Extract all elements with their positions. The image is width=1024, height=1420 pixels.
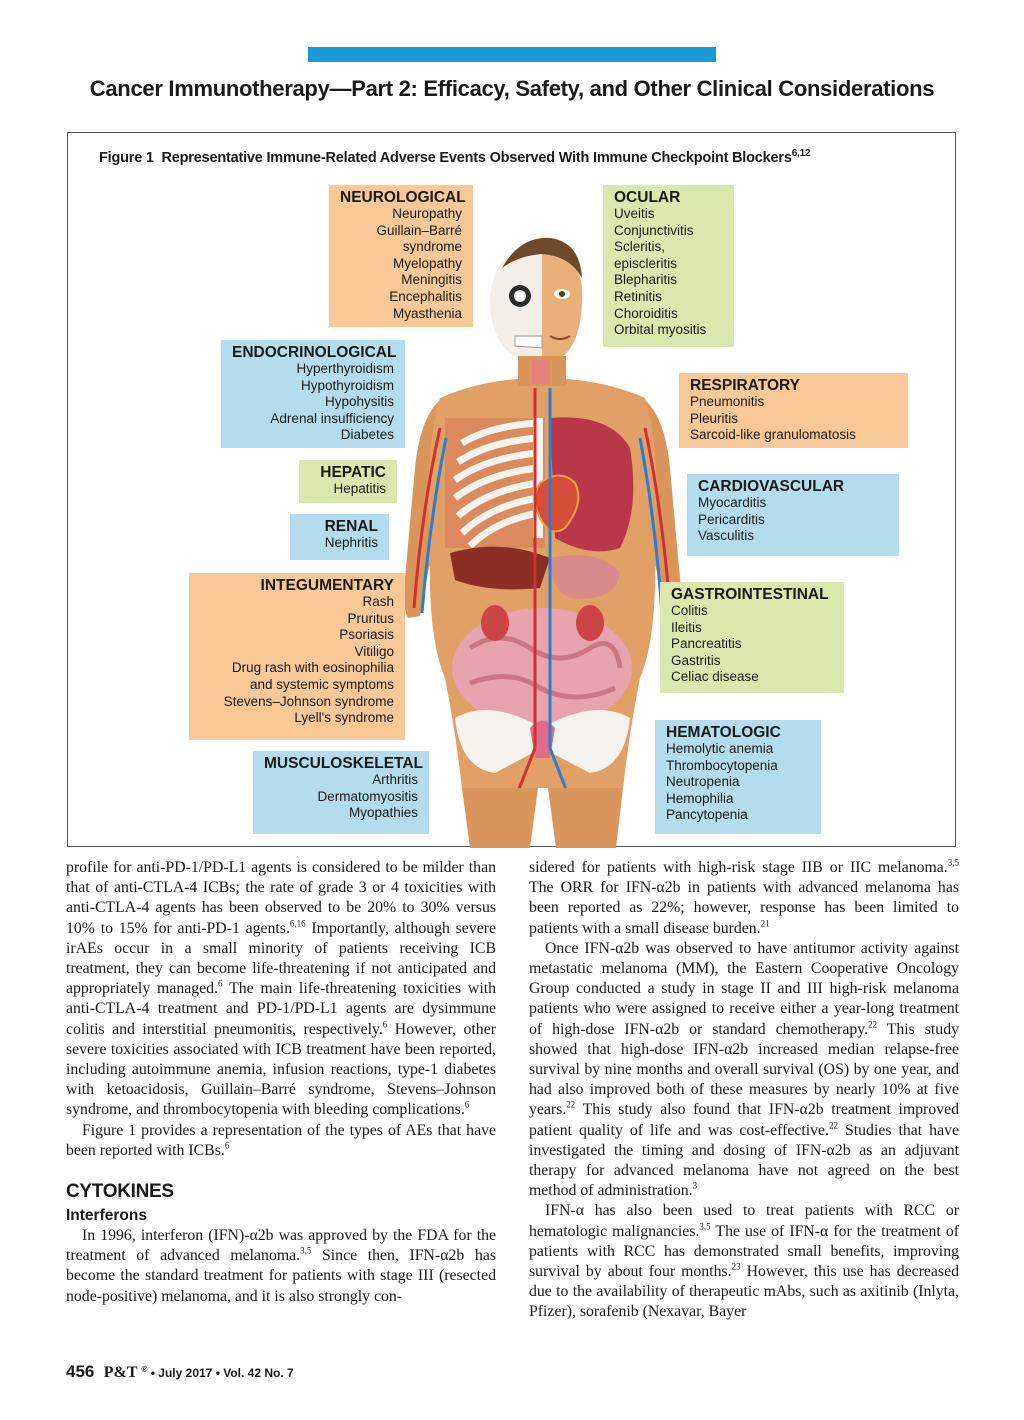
category-title: NEUROLOGICAL [340,189,466,206]
category-item: Psoriasis [339,627,394,643]
registered-mark: ® [141,1365,148,1374]
paragraph: profile for anti-PD-1/PD-L1 agents is considered to be milder than that of anti-CTLA-4 ICBs; the rate of grade 3 or 4 toxicities with anti-CTLA-4 agents has been observed to be 20% to 30% versus 10% to 15% for anti-PD-1 agents.$^{6,16}$ Importantly, although severe irAEs occur in a small minority of patients receiving ICB treatment, they can become life-threatening if not anticipated and appropriately managed.$^6$ The main life-threatening toxicities with anti-CTLA-4 treatment and PD-1/PD-L1 agents are dysimmune colitis and interstitial pneumonitis, respectively.$^6$ However, other severe toxicities associated with ICB treatment have been reported, including autoimmune anemia, infusion reactions, type-1 diabetes with ketoacidosis, Guillain–Barré syndrome, Stevens–Johnson syndrome, and thrombocytopenia with bleeding complications.$^6$ [66,859,496,1119]
text-column-right [529,858,959,1323]
figure-label: Figure 1 [99,149,154,166]
category-item: Colitis [671,603,708,618]
paragraph: Figure 1 provides a representation of the types of AEs that have been reported with ICBs.$^6$ [66,1121,496,1159]
category-item: Pleuritis [690,410,739,426]
journal-name: P&T [103,1364,138,1381]
footer-separator: • [215,1366,220,1380]
category-item: Stevens–Johnson syndrome [223,693,394,709]
paragraph: In 1996, interferon (IFN)-α2b was approved by the FDA for the treatment of advanced melanoma.$^{3,5}$ Since then, IFN-α2b has become the standard treatment for patients with stage III (resected node-positive) melanoma, and it is also strongly con- [66,1227,496,1305]
category-item: Lyell's syndrome [294,710,394,726]
category-item: Hypohysitis [324,394,394,410]
category-item: Pancytopenia [666,807,748,823]
category-integumentary [189,573,405,740]
category-item: Sarcoid-like granulomatosis [690,427,856,443]
category-title: ENDOCRINOLOGICAL [232,344,397,361]
category-renal [290,514,389,560]
category-title: RESPIRATORY [690,377,800,394]
category-item: Hyperthyroidism [296,361,394,376]
category-ocular [603,185,734,347]
category-item: Hypothyroidism [300,377,394,393]
category-endocrinological [221,340,405,448]
category-item: Nephritis [324,535,378,550]
page-footer [66,1362,294,1382]
category-item: Myocarditis [698,495,767,510]
category-item: Thrombocytopenia [666,757,778,773]
legs [462,788,623,848]
category-item: Dermatomyositis [317,788,418,804]
category-item: Encephalitis [389,288,462,304]
skull-teeth [515,336,542,348]
category-item: Orbital myositis [614,322,707,338]
category-hematologic [655,720,821,834]
category-musculoskeletal [253,751,429,834]
category-cardiovascular [687,474,899,556]
paragraph: IFN-α has also been used to treat patients with RCC or hematologic malignancies.$^{3,5}$ The use of IFN-α for the treatment of patients with RCC has demonstrated small benefits, improving survival by about four months.$^{23}$ However, this use has decreased due to the availability of therapeutic mAbs, such as axitinib (Inlyta, Pfizer), sorafenib (Nexavar, Bayer [529,1202,959,1321]
category-gastrointestinal [660,582,844,693]
issue-date: July 2017 [158,1366,213,1380]
category-item: Ileitis [671,619,702,635]
section-heading: CYTOKINES [66,1181,174,1203]
category-item: Pericarditis [698,511,765,527]
category-item: Arthritis [372,772,418,787]
category-title: INTEGUMENTARY [260,577,394,594]
category-item: Blepharitis [614,272,678,288]
category-item: Myelopathy [392,255,462,271]
category-item: Hepatitis [333,481,386,496]
paragraph: Once IFN-α2b was observed to have antitumor activity against metastatic melanoma (MM), the Eastern Cooperative Oncology Group conducted a study in stage II and III high-risk melanoma patients who were assigned to receive either a year-long treatment of high-dose IFN-α2b or standard chemotherapy.$^{22}$ This study showed that high-dose IFN-α2b increased median relapse-free survival by nine months and overall survival (OS) by one year, and had also improved both of these measures by nearly 10% at five years.$^{22}$ This study also found that IFN-α2b treatment improved patient quality of life and was cost-effective.$^{22}$ Studies that have investigated the timing and dosing of IFN-α2b as an adjuvant therapy for advanced melanoma have not agreed on the best method of administration.$^3$ [529,939,959,1200]
category-item: Diabetes [340,427,394,443]
page-number: 456 [66,1362,95,1381]
category-item: Vasculitis [698,528,755,544]
category-item: Vitiligo [354,643,394,659]
category-item: Pruritus [347,610,394,626]
category-item: Celiac disease [671,669,759,685]
category-item: Drug rash with eosinophilia [231,660,394,676]
category-item: episcleritis [614,255,678,271]
category-item: syndrome [402,239,462,255]
category-item: Adrenal insufficiency [270,410,394,426]
category-title: MUSCULOSKELETAL [264,755,424,772]
category-item: Conjunctivitis [614,222,694,238]
subsection-heading: Interferons [66,1207,147,1225]
category-item: Hemolytic anemia [666,741,774,756]
category-title: OCULAR [614,189,681,206]
footer-separator: • [150,1366,155,1380]
category-item: Choroiditis [614,305,678,321]
category-item: Hemophilia [666,790,734,806]
category-item: Uveitis [614,206,655,221]
text-column-left [66,858,496,1307]
category-title: RENAL [324,518,378,535]
category-title: HEPATIC [320,464,386,481]
ribcage [445,418,545,548]
category-item: Pneumonitis [690,394,765,409]
category-item: Neuropathy [392,206,462,221]
category-title: GASTROINTESTINAL [671,586,829,603]
category-item: Pancreatitis [671,636,742,652]
category-item: and systemic symptoms [249,676,394,692]
category-title: CARDIOVASCULAR [698,478,845,495]
figure-caption-refs: 6,12 [791,148,811,159]
category-item: Retinitis [614,288,663,304]
category-item: Meningitis [401,272,462,288]
paragraph: sidered for patients with high-risk stage IIB or IIC melanoma.$^{3,5}$ The ORR for IFN-α2b in patients with advanced melanoma has been reported as 22%; however, response has been limited to patients with a small disease burden.$^{21}$ [529,857,959,937]
category-neurological [329,185,473,327]
figure-caption-text: Representative Immune-Related Adverse Events Observed With Immune Checkpoint Blockers [161,149,792,166]
category-item: Scleritis, [614,239,666,255]
category-hepatic [299,460,397,503]
category-item: Myasthenia [392,305,462,321]
article-title: Cancer Immunotherapy—Part 2: Efficacy, Safety, and Other Clinical Considerations [89,76,935,101]
category-item: Guillain–Barré [376,222,462,238]
category-item: Neutropenia [666,774,740,790]
category-respiratory [679,373,908,448]
category-item: Rash [362,594,394,609]
header-accent-bar [308,47,716,62]
figure-caption [99,148,810,166]
category-title: HEMATOLOGIC [666,724,781,741]
volume-number: Vol. 42 No. 7 [223,1366,294,1380]
category-item: Myopathies [348,805,418,821]
category-item: Gastritis [671,652,721,668]
